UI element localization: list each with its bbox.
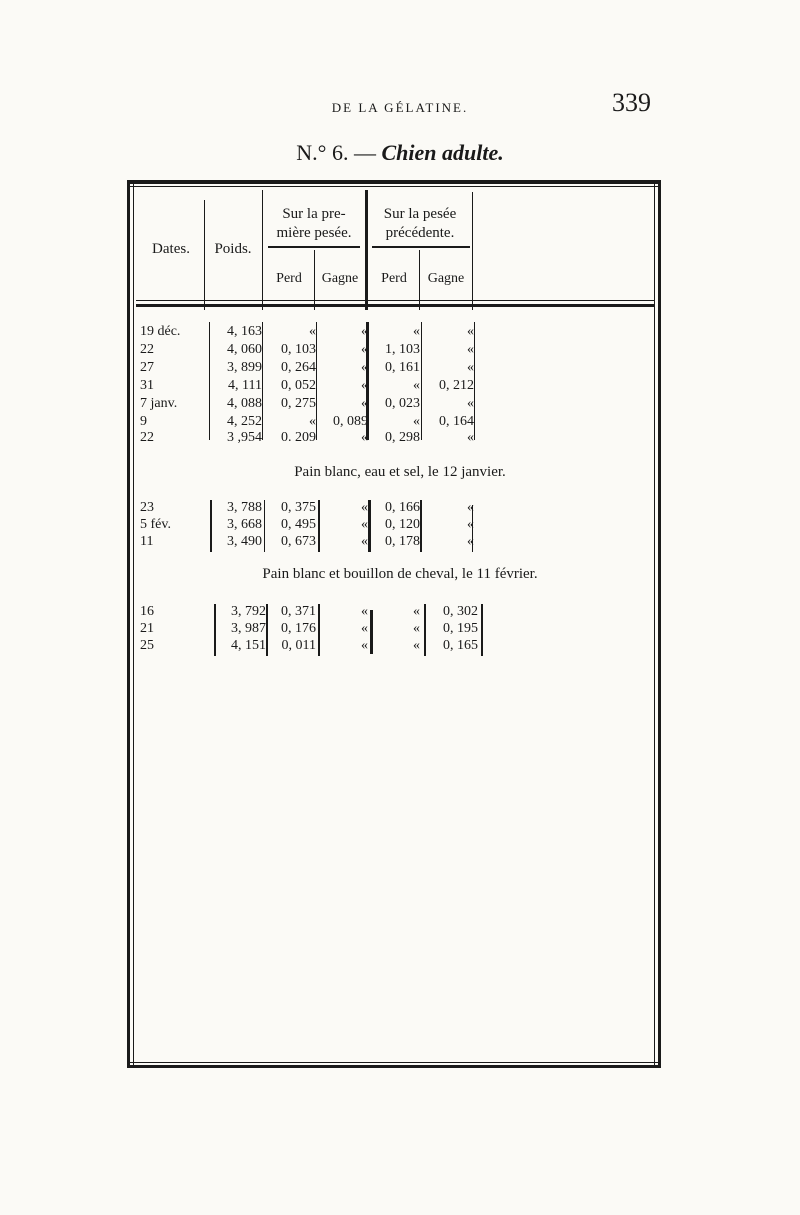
cell-gagne-2: 0, 165 — [443, 638, 478, 653]
cell-perd-1: 0, 495 — [281, 517, 316, 532]
cell-gagne-1: « — [361, 378, 368, 393]
cell-date: 21 — [140, 621, 154, 636]
cell-perd-1: 0, 052 — [281, 378, 316, 393]
cell-gagne-1: 0, 089 — [333, 414, 368, 429]
cell-perd-2: « — [413, 324, 420, 339]
header-group2-line1: Sur la pesée — [383, 206, 457, 222]
cell-perd-1: 0, 375 — [281, 500, 316, 515]
cell-gagne-2: 0, 164 — [439, 414, 474, 429]
cell-perd-2: 0, 023 — [385, 396, 420, 411]
table-title-subject: Chien adulte. — [381, 140, 504, 165]
diet-note-2: Pain blanc et bouillon de cheval, le 11 février. — [262, 566, 538, 582]
cell-gagne-2: « — [467, 500, 474, 515]
cell-poids: 3 ,954 — [227, 430, 262, 445]
cell-poids: 3, 668 — [227, 517, 262, 532]
table-row — [0, 638, 800, 656]
cell-perd-2: « — [413, 638, 420, 653]
cell-gagne-2: « — [467, 517, 474, 532]
cell-perd-1: 0, 011 — [281, 638, 316, 653]
table-row — [0, 517, 800, 535]
cell-poids: 4, 151 — [231, 638, 266, 653]
cell-gagne-1: « — [361, 517, 368, 532]
cell-perd-2: « — [413, 621, 420, 636]
cell-poids: 3, 899 — [227, 360, 262, 375]
cell-gagne-2: « — [467, 430, 474, 445]
table-title — [0, 140, 800, 166]
cell-perd-2: 0, 166 — [385, 500, 420, 515]
cell-poids: 4, 252 — [227, 414, 262, 429]
cell-poids: 4, 111 — [228, 378, 262, 393]
cell-poids: 4, 088 — [227, 396, 262, 411]
cell-date: 11 — [140, 534, 154, 549]
cell-gagne-2: 0, 195 — [443, 621, 478, 636]
page-number: 339 — [612, 88, 651, 117]
table-row — [0, 534, 800, 552]
cell-gagne-1: « — [361, 500, 368, 515]
cell-date: 7 janv. — [140, 396, 178, 411]
header-dates: Dates. — [152, 241, 190, 257]
cell-poids: 3, 792 — [231, 604, 266, 619]
cell-perd-2: 0, 298 — [385, 430, 420, 445]
table-row — [0, 324, 800, 342]
cell-poids: 3, 987 — [231, 621, 266, 636]
cell-date: 31 — [140, 378, 154, 393]
cell-poids: 3, 490 — [227, 534, 262, 549]
header-group1-line2: mière pesée. — [276, 225, 352, 241]
cell-gagne-1: « — [361, 430, 368, 445]
header-gagne-1: Gagne — [321, 271, 359, 286]
cell-gagne-2: 0, 212 — [439, 378, 474, 393]
cell-perd-1: 0, 176 — [281, 621, 316, 636]
cell-gagne-1: « — [361, 324, 368, 339]
cell-perd-2: 1, 103 — [385, 342, 420, 357]
table-row — [0, 378, 800, 396]
cell-gagne-2: 0, 302 — [443, 604, 478, 619]
cell-perd-1: « — [309, 414, 316, 429]
cell-gagne-1: « — [361, 396, 368, 411]
cell-gagne-2: « — [467, 324, 474, 339]
header-group1-line1: Sur la pre- — [282, 206, 346, 222]
cell-perd-2: 0, 120 — [385, 517, 420, 532]
cell-perd-1: 0, 275 — [281, 396, 316, 411]
diet-note-1: Pain blanc, eau et sel, le 12 janvier. — [294, 464, 506, 480]
cell-perd-2: « — [413, 604, 420, 619]
header-perd-2: Perd — [381, 271, 407, 286]
cell-gagne-1: « — [361, 604, 368, 619]
cell-date: 25 — [140, 638, 154, 653]
cell-perd-2: « — [413, 414, 420, 429]
cell-gagne-1: « — [361, 534, 368, 549]
cell-gagne-2: « — [467, 396, 474, 411]
cell-date: 22 — [140, 430, 154, 445]
cell-poids: 4, 060 — [227, 342, 262, 357]
cell-gagne-1: « — [361, 342, 368, 357]
cell-poids: 3, 788 — [227, 500, 262, 515]
cell-perd-2: « — [413, 378, 420, 393]
cell-gagne-2: « — [467, 534, 474, 549]
cell-date: 22 — [140, 342, 154, 357]
table-row — [0, 604, 800, 622]
cell-date: 9 — [140, 414, 147, 429]
cell-perd-1: « — [309, 324, 316, 339]
table-row — [0, 342, 800, 360]
cell-perd-1: 0, 371 — [281, 604, 316, 619]
cell-date: 16 — [140, 604, 154, 619]
table-row — [0, 621, 800, 639]
cell-perd-1: 0, 673 — [281, 534, 316, 549]
cell-perd-1: 0, 103 — [281, 342, 316, 357]
table-row — [0, 430, 800, 448]
cell-date: 5 fév. — [140, 517, 171, 532]
cell-perd-1: 0. 209 — [281, 430, 316, 445]
cell-gagne-2: « — [467, 342, 474, 357]
table-row — [0, 360, 800, 378]
cell-perd-2: 0, 161 — [385, 360, 420, 375]
header-gagne-2: Gagne — [427, 271, 465, 286]
cell-date: 19 déc. — [140, 324, 181, 339]
cell-gagne-1: « — [361, 621, 368, 636]
cell-perd-2: 0, 178 — [385, 534, 420, 549]
cell-date: 23 — [140, 500, 154, 515]
header-perd-1: Perd — [276, 271, 302, 286]
table-title-prefix: N.° 6. — — [296, 140, 376, 165]
cell-gagne-1: « — [361, 638, 368, 653]
cell-date: 27 — [140, 360, 154, 375]
cell-gagne-2: « — [467, 360, 474, 375]
running-head: DE LA GÉLATINE. — [331, 100, 469, 115]
cell-perd-1: 0, 264 — [281, 360, 316, 375]
cell-poids: 4, 163 — [227, 324, 262, 339]
table-row — [0, 500, 800, 518]
table-row — [0, 396, 800, 414]
header-group2-line2: précédente. — [385, 225, 455, 241]
header-poids: Poids. — [214, 241, 252, 257]
cell-gagne-1: « — [361, 360, 368, 375]
